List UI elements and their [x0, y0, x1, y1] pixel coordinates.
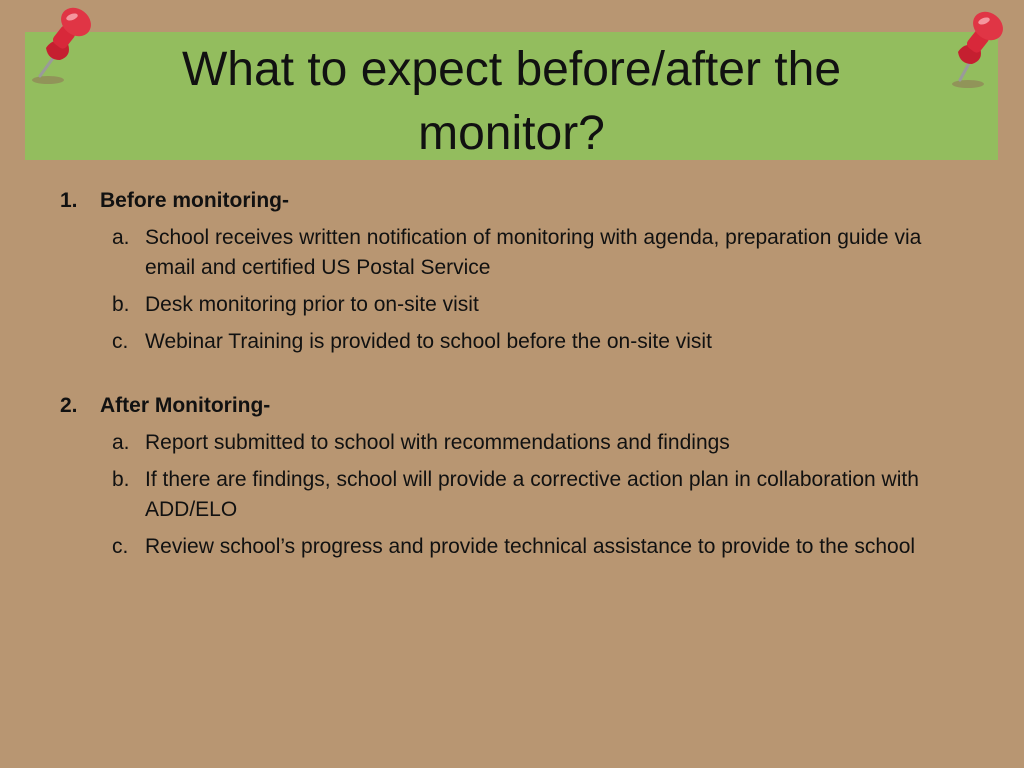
pushpin-icon	[26, 4, 98, 88]
item-text: Webinar Training is provided to school before the on-site visit	[145, 330, 712, 353]
item-letter: a.	[112, 226, 130, 249]
title-banner	[25, 32, 998, 160]
slide-body	[60, 186, 960, 562]
item-text: If there are findings, school will provide a corrective action plan in collaboration with ADD/ELO	[145, 468, 919, 521]
item-text: Report submitted to school with recommendations and findings	[145, 431, 730, 454]
item-letter: a.	[112, 431, 130, 454]
section-number: 2.	[60, 394, 78, 417]
list-item	[60, 428, 960, 458]
item-letter: b.	[112, 293, 130, 316]
item-text: Review school’s progress and provide technical assistance to provide to the school	[145, 535, 916, 558]
section-before-monitoring	[60, 186, 960, 357]
list-item	[60, 223, 960, 283]
section-label: After Monitoring-	[100, 394, 271, 417]
section-label: Before monitoring-	[100, 189, 289, 212]
slide-title: What to expect before/after the monitor?	[181, 43, 842, 160]
list-item	[60, 532, 960, 562]
list-item	[60, 290, 960, 320]
item-letter: b.	[112, 468, 130, 491]
section-number: 1.	[60, 189, 78, 212]
section-heading	[60, 186, 960, 216]
item-text: Desk monitoring prior to on-site visit	[145, 293, 479, 316]
list-item	[60, 465, 960, 525]
section-heading	[60, 391, 960, 421]
list-item	[60, 327, 960, 357]
item-letter: c.	[112, 330, 129, 353]
item-text: School receives written notification of monitoring with agenda, preparation guide via email and certified US Postal Service	[145, 226, 922, 279]
pushpin-icon	[936, 6, 1008, 90]
section-after-monitoring	[60, 391, 960, 562]
item-letter: c.	[112, 535, 129, 558]
